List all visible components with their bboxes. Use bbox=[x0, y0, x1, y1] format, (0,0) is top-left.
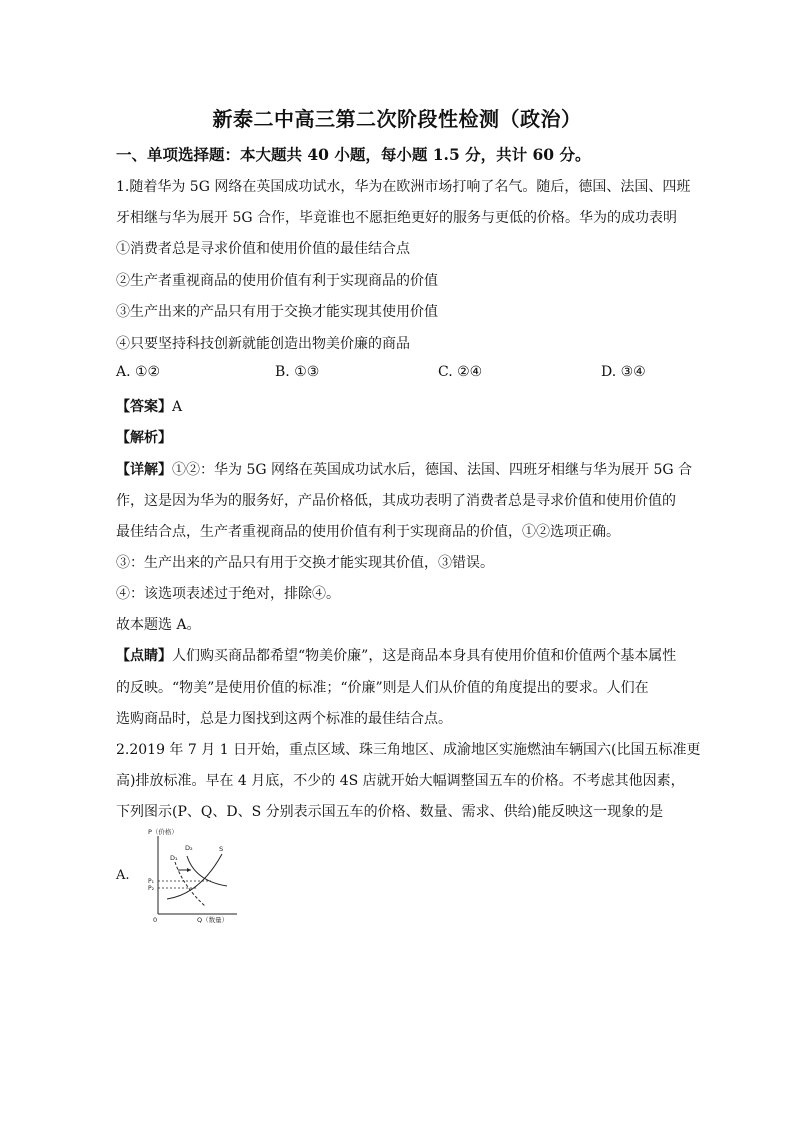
p2-label: P₂ bbox=[148, 885, 155, 892]
q2-option-a-label: A. bbox=[116, 868, 130, 883]
q1-item: ①消费者总是寻求价值和使用价值的最佳结合点 bbox=[116, 241, 410, 257]
q2-stem-line: 下列图示(P、Q、D、S 分别表示国五车的价格、数量、需求、供给)能反映这一现象的是 bbox=[116, 804, 664, 820]
q1-detail-line bbox=[116, 459, 692, 479]
q1-option-d: D. ③④ bbox=[601, 364, 646, 380]
x-axis-label: Q（数量） bbox=[197, 916, 229, 924]
arrowhead bbox=[187, 868, 191, 872]
page-title: 新泰二中高三第二次阶段性检测（政治） bbox=[212, 107, 582, 131]
detail-tag: 【详解】 bbox=[116, 462, 172, 478]
demand-curve-d1 bbox=[175, 862, 205, 906]
y-axis-label: P（价格） bbox=[148, 828, 178, 836]
answer-value: A bbox=[172, 399, 183, 415]
q1-note-line: 的反映。“物美”是使用价值的标准；“价廉”则是人们从价值的角度提出的要求。人们在 bbox=[116, 680, 649, 696]
q1-analysis bbox=[116, 427, 172, 447]
q1-detail-line: 最佳结合点，生产者重视商品的使用价值有利于实现商品的价值，①②选项正确。 bbox=[116, 524, 620, 540]
answer-tag: 【答案】 bbox=[116, 399, 172, 415]
q1-item: ④只要坚持科技创新就能创造出物美价廉的商品 bbox=[116, 336, 410, 352]
note-text: 人们购买商品都希望“物美价廉”，这是商品本身具有使用价值和价值两个基本属性 bbox=[172, 648, 677, 664]
q1-detail-line: ③：生产出来的产品只有用于交换才能实现其价值，③错误。 bbox=[116, 555, 494, 571]
q1-option-b: B. ①③ bbox=[275, 364, 320, 380]
q1-detail-line: ④：该选项表述过于绝对，排除④。 bbox=[116, 586, 340, 602]
section-heading: 一、单项选择题：本大题共 40 小题，每小题 1.5 分，共计 60 分。 bbox=[116, 145, 591, 164]
q2-stem-line: 2.2019 年 7 月 1 日开始，重点区域、珠三角地区、成渝地区实施燃油车辆国六(比国五标准更 bbox=[116, 742, 701, 758]
q1-item: ②生产者重视商品的使用价值有利于实现商品的价值 bbox=[116, 273, 438, 289]
q1-option-c: C. ②④ bbox=[438, 364, 483, 380]
q1-option-a: A. ①② bbox=[116, 364, 161, 380]
supply-label: S bbox=[219, 845, 224, 853]
q2-stem-line: 高)排放标准。早在 4 月底，不少的 4S 店就开始大幅调整国五车的价格。不考虑其他因素， bbox=[116, 773, 685, 789]
q1-conclusion: 故本题选 A。 bbox=[116, 617, 201, 633]
p1-label: P₁ bbox=[148, 878, 155, 885]
detail-text: ①②：华为 5G 网络在英国成功试水后，德国、法国、四班牙相继与华为展开 5G 合 bbox=[172, 462, 692, 478]
q1-detail-line: 作，这是因为华为的服务好，产品价格低，其成功表明了消费者总是寻求价值和使用价值的 bbox=[116, 493, 676, 509]
supply-demand-graph bbox=[145, 826, 245, 926]
q1-note-line: 选购商品时，总是力图找到这两个标准的最佳结合点。 bbox=[116, 711, 452, 727]
q1-answer bbox=[116, 396, 182, 416]
d1-label: D₁ bbox=[170, 854, 178, 862]
q1-stem-line: 1.随着华为 5G 网络在英国成功试水，华为在欧洲市场打响了名气。随后，德国、法国、四班 bbox=[116, 179, 691, 195]
origin-label: 0 bbox=[153, 916, 158, 924]
note-tag: 【点睛】 bbox=[116, 648, 172, 664]
q1-note-line bbox=[116, 645, 676, 665]
q1-stem-line: 牙相继与华为展开 5G 合作，毕竟谁也不愿拒绝更好的服务与更低的价格。华为的成功表明 bbox=[116, 210, 677, 226]
demand-curve-d2 bbox=[187, 856, 227, 886]
d2-label: D₂ bbox=[185, 844, 193, 852]
analysis-tag: 【解析】 bbox=[116, 430, 172, 446]
q1-item: ③生产出来的产品只有用于交换才能实现其使用价值 bbox=[116, 304, 438, 320]
